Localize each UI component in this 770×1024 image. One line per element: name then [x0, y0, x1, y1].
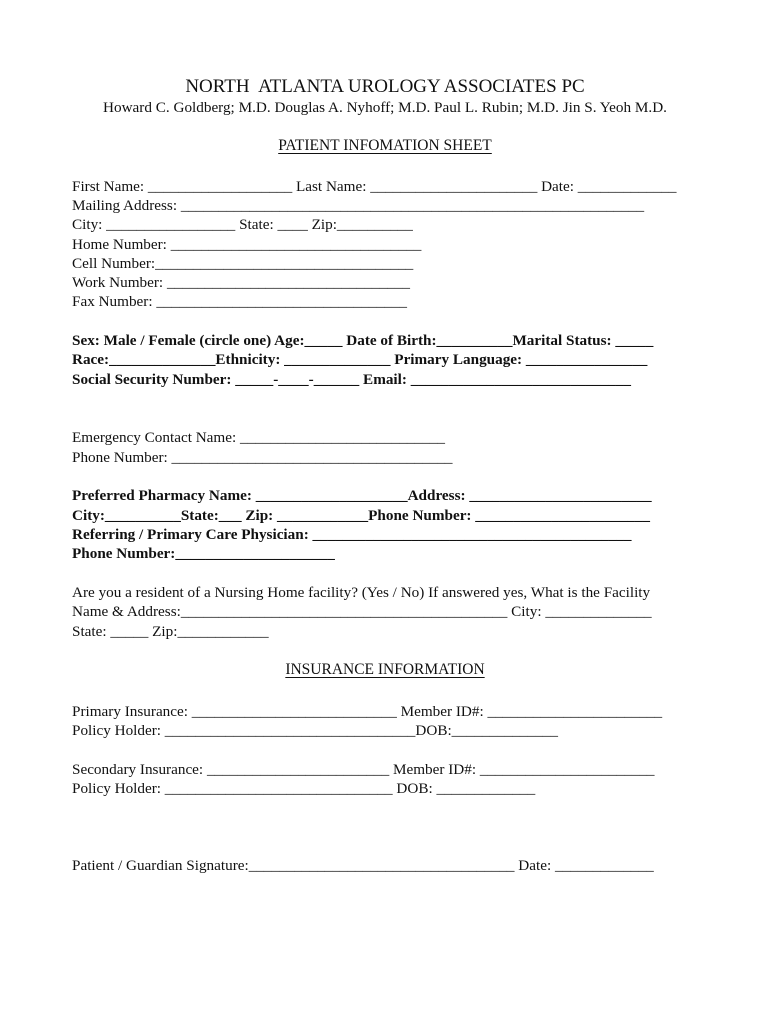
work-number-line[interactable]: Work Number: ________________________________ — [72, 274, 410, 291]
ssn-email-line[interactable]: Social Security Number: _____-____-______ Email: _____________________________ — [72, 371, 631, 388]
fax-number-line[interactable]: Fax Number: _________________________________ — [72, 293, 407, 310]
cell-number-line[interactable]: Cell Number:__________________________________ — [72, 255, 414, 272]
city-state-zip-line[interactable]: City: _________________ State: ____ Zip:__________ — [72, 216, 413, 233]
primary-insurance-line[interactable]: Primary Insurance: ___________________________ Member ID#: _______________________ — [72, 703, 663, 720]
race-ethnicity-language-line[interactable]: Race:______________Ethnicity: ______________ Primary Language: ________________ — [72, 351, 648, 368]
physicians-line: Howard C. Goldberg; M.D. Douglas A. Nyhoff; M.D. Paul L. Rubin; M.D. Jin S. Yeoh M.D. — [103, 99, 667, 116]
insurance-heading: INSURANCE INFORMATION — [285, 661, 485, 678]
emergency-phone-line[interactable]: Phone Number: _____________________________________ — [72, 449, 453, 466]
practice-title: NORTH ATLANTA UROLOGY ASSOCIATES PC — [185, 76, 585, 97]
sex-age-dob-marital-line[interactable]: Sex: Male / Female (circle one) Age:_____ Date of Birth:__________Marital Status: _____ — [72, 332, 654, 349]
pharmacy-city-phone-line[interactable]: City:__________State:___ Zip: ____________Phone Number: _______________________ — [72, 507, 650, 524]
primary-policy-holder-line[interactable]: Policy Holder: _________________________________DOB:______________ — [72, 722, 558, 739]
physician-phone-line[interactable]: Phone Number:_____________________ — [72, 545, 335, 562]
secondary-insurance-line[interactable]: Secondary Insurance: ________________________ Member ID#: _______________________ — [72, 761, 655, 778]
signature-line[interactable]: Patient / Guardian Signature:___________________________________ Date: _____________ — [72, 857, 654, 874]
facility-state-zip-line[interactable]: State: _____ Zip:____________ — [72, 623, 269, 640]
home-number-line[interactable]: Home Number: _________________________________ — [72, 236, 422, 253]
secondary-policy-holder-line[interactable]: Policy Holder: ______________________________ DOB: _____________ — [72, 780, 536, 797]
mailing-address-line[interactable]: Mailing Address: _____________________________________________________________ — [72, 197, 645, 214]
pharmacy-name-address-line[interactable]: Preferred Pharmacy Name: ____________________Address: ________________________ — [72, 487, 652, 504]
facility-address-line[interactable]: Name & Address:___________________________________________ City: ______________ — [72, 603, 652, 620]
name-date-line[interactable]: First Name: ___________________ Last Name: ______________________ Date: _____________ — [72, 178, 677, 195]
emergency-contact-line[interactable]: Emergency Contact Name: ___________________________ — [72, 429, 446, 446]
referring-physician-line[interactable]: Referring / Primary Care Physician: __________________________________________ — [72, 526, 632, 543]
nursing-home-question: Are you a resident of a Nursing Home facility? (Yes / No) If answered yes, What is the Facility — [72, 584, 651, 601]
patient-info-heading: PATIENT INFOMATION SHEET — [278, 137, 492, 154]
